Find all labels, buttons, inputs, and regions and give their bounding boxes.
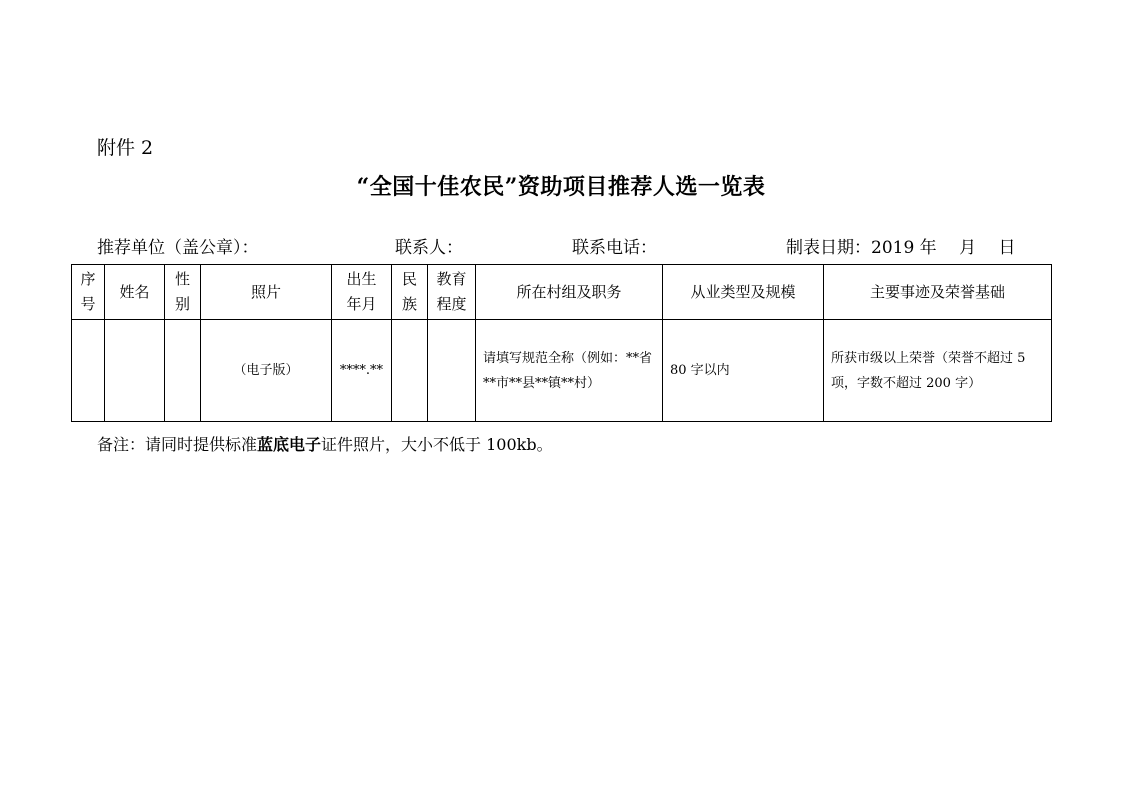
header-village: 所在村组及职务 [476, 265, 663, 320]
header-occupation: 从业类型及规模 [663, 265, 824, 320]
footnote-emphasis: 蓝底电子 [257, 435, 322, 454]
cell-village: 请填写规范全称（例如：**省**市**县**镇**村） [476, 320, 663, 422]
table-row [72, 320, 1052, 422]
candidate-table [71, 264, 1052, 422]
footnote-suffix: 证件照片，大小不低于 100kb。 [321, 435, 553, 454]
header-gender: 性 别 [165, 265, 201, 320]
cell-photo: （电子版） [201, 320, 332, 422]
document-title: “全国十佳农民”资助项目推荐人选一览表 [356, 174, 766, 200]
cell-honors: 所获市级以上荣誉（荣誉不超过 5 项，字数不超过 200 字） [824, 320, 1052, 422]
cell-name [105, 320, 165, 422]
footnote-prefix: 备注：请同时提供标准 [97, 435, 258, 454]
cell-ethnic [392, 320, 428, 422]
header-ethnic: 民 族 [392, 265, 428, 320]
header-photo: 照片 [201, 265, 332, 320]
table-date-value: 2019 年 月 日 [871, 238, 1016, 258]
contact-phone-label: 联系电话： [572, 238, 657, 258]
recommending-unit-label: 推荐单位（盖公章）： [97, 238, 259, 258]
table-date-label: 制表日期： [786, 238, 871, 258]
header-name: 姓名 [105, 265, 165, 320]
header-education: 教育 程度 [428, 265, 476, 320]
table-date [786, 233, 1015, 258]
cell-occupation: 80 字以内 [663, 320, 824, 422]
footnote [97, 432, 553, 455]
cell-gender [165, 320, 201, 422]
cell-seq [72, 320, 105, 422]
attachment-label: 附件 2 [97, 137, 154, 159]
cell-education [428, 320, 476, 422]
header-seq: 序 号 [72, 265, 105, 320]
table-header-row [72, 265, 1052, 320]
header-honors: 主要事迹及荣誉基础 [824, 265, 1052, 320]
contact-person-label: 联系人： [395, 238, 463, 258]
cell-birth: ****.** [332, 320, 392, 422]
header-birth: 出生 年月 [332, 265, 392, 320]
